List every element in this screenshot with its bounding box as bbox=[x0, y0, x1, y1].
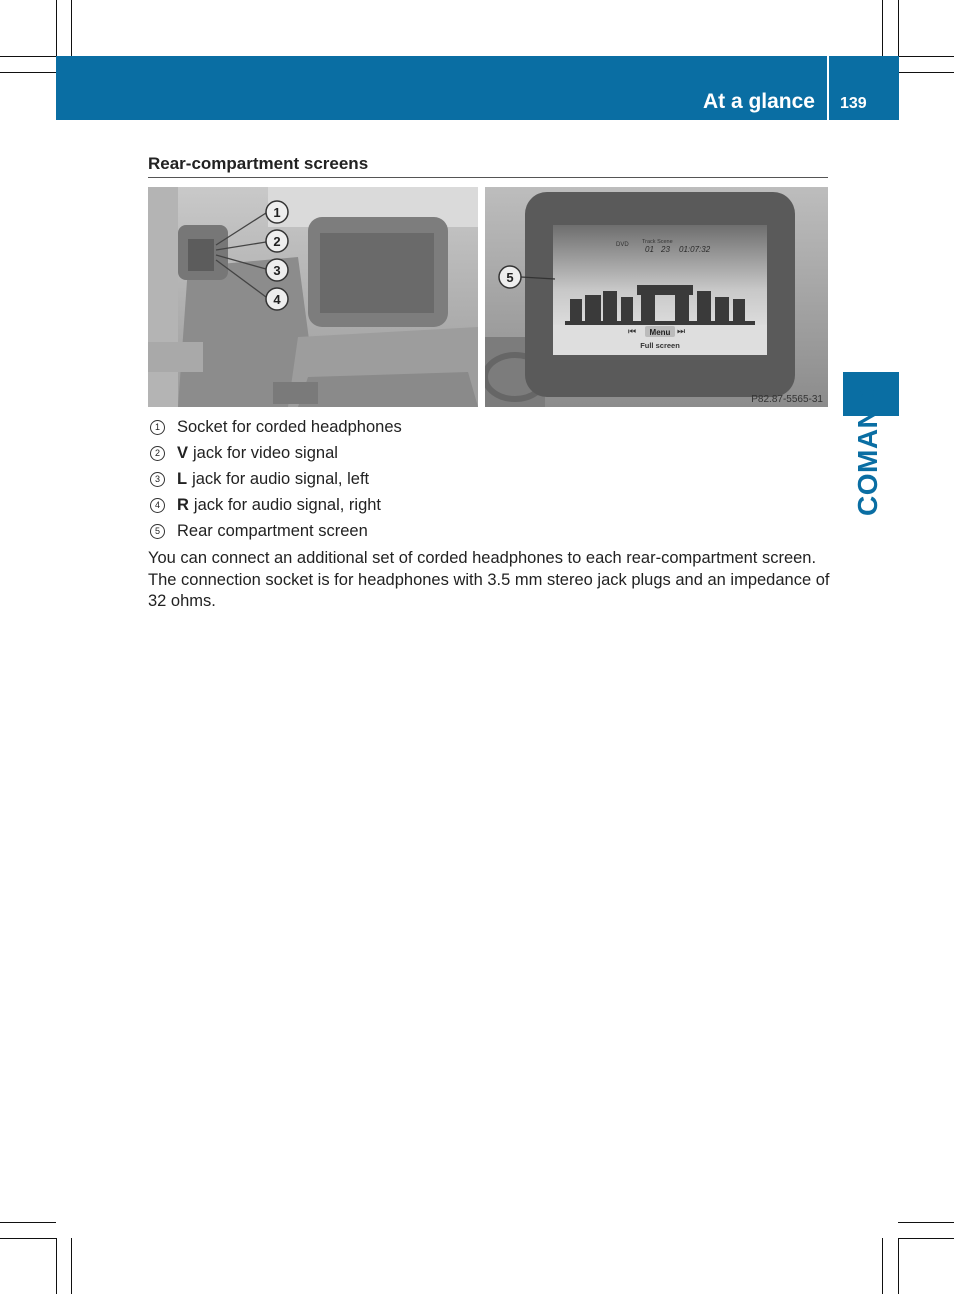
side-tab-label: COMAND bbox=[852, 387, 883, 516]
callout-2-label: 2 bbox=[273, 234, 281, 249]
crop-mark bbox=[882, 1238, 883, 1294]
crop-mark bbox=[882, 0, 883, 56]
crop-mark bbox=[898, 1238, 899, 1294]
legend-number: 3 bbox=[150, 472, 165, 487]
legend-number: 1 bbox=[150, 420, 165, 435]
legend-item bbox=[148, 466, 402, 492]
scene-number: 23 bbox=[661, 245, 670, 254]
crop-mark bbox=[0, 1222, 56, 1223]
callout-2 bbox=[266, 230, 288, 252]
crop-mark bbox=[0, 1238, 56, 1239]
crop-mark bbox=[0, 72, 56, 73]
header-divider bbox=[827, 56, 829, 120]
section-rule bbox=[148, 177, 828, 178]
header-title: At a glance bbox=[702, 90, 815, 113]
crop-mark bbox=[898, 72, 954, 73]
figure-code: P82.87-5565-31 bbox=[751, 394, 823, 405]
full-screen-label: Full screen bbox=[640, 341, 680, 350]
legend-list bbox=[148, 414, 402, 544]
section-heading: Rear-compartment screens bbox=[148, 154, 369, 173]
legend-text: Socket for corded headphones bbox=[177, 417, 402, 436]
page-number: 139 bbox=[840, 95, 867, 112]
callout-4 bbox=[266, 288, 288, 310]
legend-text: jack for audio signal, right bbox=[193, 495, 382, 514]
callout-5 bbox=[499, 266, 521, 288]
callout-1 bbox=[266, 201, 288, 223]
headrest-photo bbox=[148, 187, 478, 407]
legend-item bbox=[148, 414, 402, 440]
crop-mark bbox=[56, 1238, 57, 1294]
callout-5-label: 5 bbox=[506, 270, 514, 285]
next-track-icon: ⏭ bbox=[677, 326, 686, 336]
legend-number: 4 bbox=[150, 498, 165, 513]
rear-screen-photo bbox=[485, 187, 828, 407]
crop-mark bbox=[71, 1238, 72, 1294]
time-readout: 01:07:32 bbox=[679, 245, 711, 254]
header-bar bbox=[56, 56, 899, 120]
legend-number: 5 bbox=[150, 524, 165, 539]
callout-3 bbox=[266, 259, 288, 281]
crop-mark bbox=[0, 56, 56, 57]
legend-bold: R bbox=[177, 495, 189, 514]
crop-mark bbox=[898, 56, 954, 57]
crop-mark bbox=[56, 0, 57, 56]
crop-mark bbox=[898, 0, 899, 56]
legend-text: jack for video signal bbox=[193, 443, 338, 462]
legend-number: 2 bbox=[150, 446, 165, 461]
legend-bold: V bbox=[177, 443, 189, 462]
callout-1-label: 1 bbox=[273, 205, 281, 220]
dvd-label: DVD bbox=[616, 242, 629, 248]
legend-item bbox=[148, 518, 402, 544]
crop-mark bbox=[71, 0, 72, 56]
crop-mark bbox=[898, 1238, 954, 1239]
track-label: Track Scene bbox=[642, 239, 673, 245]
callout-4-label: 4 bbox=[273, 292, 281, 307]
legend-text: jack for audio signal, left bbox=[192, 469, 370, 488]
legend-text: Rear compartment screen bbox=[177, 521, 368, 540]
menu-label: Menu bbox=[649, 328, 671, 337]
body-paragraph: You can connect an additional set of corded headphones to each rear-compartment screen. The connection socket is for headphones with 3.5 mm stereo jack plugs and an impedance of 32 ohms. bbox=[148, 549, 830, 610]
legend-item bbox=[148, 440, 402, 466]
prev-track-icon: ⏮ bbox=[628, 326, 637, 336]
track-number: 01 bbox=[645, 245, 654, 254]
legend-bold: L bbox=[177, 469, 188, 488]
callout-3-label: 3 bbox=[273, 263, 281, 278]
crop-mark bbox=[898, 1222, 954, 1223]
legend-item bbox=[148, 492, 402, 518]
